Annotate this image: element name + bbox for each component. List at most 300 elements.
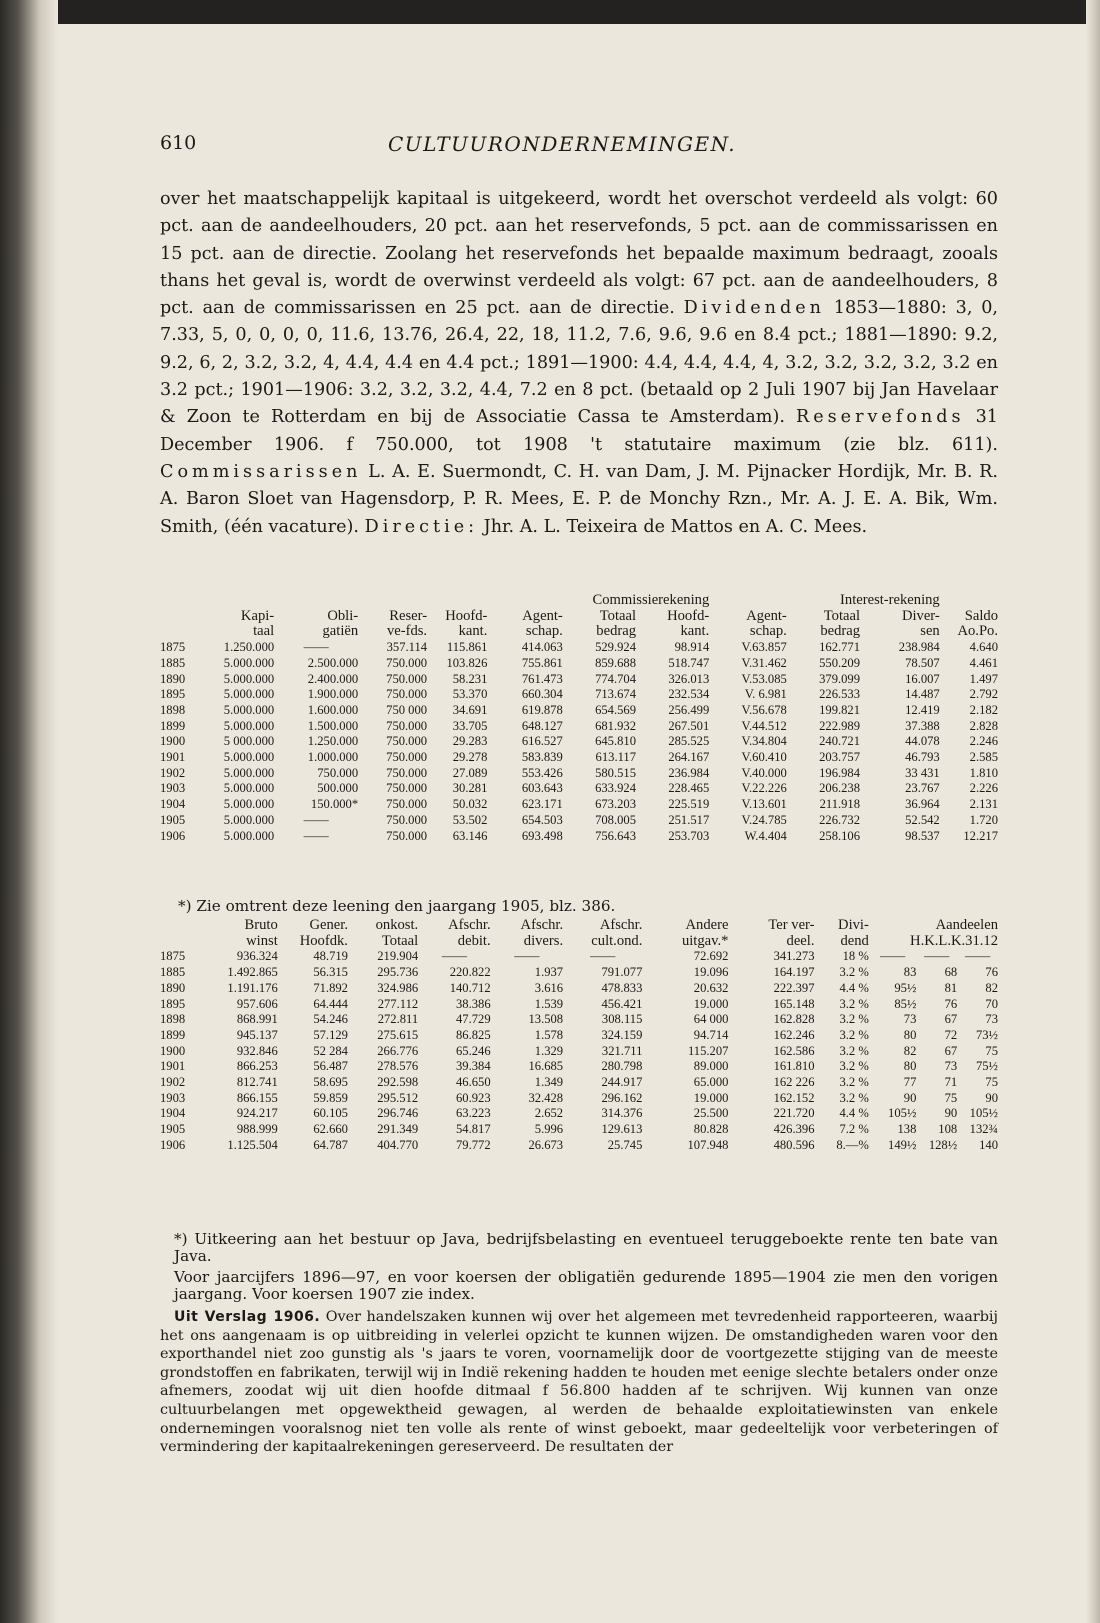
table2-cell: 73 [903,1012,917,1027]
table1-header-cell: kant. [680,623,710,640]
table2-cell: 57.129 [313,1027,348,1042]
table1-cell: 44.078 [905,734,940,749]
table2-cell: 39.384 [456,1059,491,1074]
table1-header-cell: Saldo [964,607,998,624]
table2-cell: 67 [944,1012,958,1027]
table1-cell: 103.826 [446,655,488,670]
table2-header-cell: Hoofdk. [299,932,348,949]
table1-cell: 36.964 [905,797,940,812]
table1-cell: 5.000.000 [223,671,275,686]
table1-cell: 583.839 [521,750,563,765]
table2-cell: 72.692 [693,949,729,964]
table2-cell: 82 [903,1043,917,1058]
table2-cell: 4.4 % [839,1106,869,1121]
table1-group-header: Commissierekening [592,592,710,608]
table1-header-cell: Totaal [823,607,861,624]
para-text-a: over het maatschappelijk kapitaal is uitgekeerd, wordt het overschot verdeeld als volgt: 60 pct. aan de aandeelhouders, 20 pct. aan het reservefonds, 5 pct. aan de commissarissen en 15 pct. aan de directie. Zoolang het reservefonds het bepaalde maximum bedraagt, zooals thans het geval is, wordt de overwinst verdeeld als volgt: 67 pct. aan de aandeelhouders, 8 pct. aan de commissarissen en 25 pct. aan de directie. [160,189,998,319]
table2-cell: 140 [979,1137,998,1152]
keyword-reservefonds: Reservefonds [795,407,965,428]
table1-row [160,703,998,719]
table1-cell: 750 000 [386,702,428,717]
table2-cell: 52 284 [313,1043,348,1058]
table2-cell: 70 [985,996,998,1011]
verslag-text: Over handelszaken kunnen wij over het algemeen met tevredenheid rapporteeren, waarbij het ons aangenaam is op uitbreiding in velerlei opzicht te kunnen wijzen. De omstandigheden waren voor den exporthandel niet zoo gunstig als 's jaars te voren, voornamelijk door de voortgezette stijging van de meeste grondstoffen en fabrikaten, terwijl wij in Indië rekening hadden te houden met eenige slechte betalers onder onze afnemers, zoodat wij uit dien hoofde ditmaal f 56.800 hadden af te schrijven. Wij kunnen van onze cultuurbelangen met opgewektheid gewagen, al werden de behaalde exploitatiewinsten van enkele ondernemingen vooralsnog niet ten volle als rente of winst geboekt, maar gedeeltelijk voor verbeteringen of vermindering der kapitaalrekeningen gereserveerd. De resultaten der [160,1309,998,1456]
table2-cell: 1.578 [534,1027,564,1042]
table1-cell: 98.537 [905,828,940,843]
table2-header-row [160,934,998,950]
table2-cell: 94.714 [693,1027,729,1042]
table2-cell: 868.991 [236,1012,278,1027]
table2-cell: 3.2 % [839,1090,869,1105]
table2-cell: 1.329 [534,1043,564,1058]
table1-cell: V.44.512 [741,718,787,733]
note-jaarcijfers: Voor jaarcijfers 1896—97, en voor koersen der obligatiën gedurende 1895—1904 zie men den vorigen jaargang. Voor koersen 1907 zie index. [174,1268,998,1303]
table2-row [160,965,998,981]
table1-cell: 619.878 [521,702,563,717]
table2-cell: 277.112 [377,996,419,1011]
table1-cell: V.53.085 [741,671,787,686]
table1-cell: 553.426 [521,765,563,780]
table1-row [160,829,998,845]
table1-cell: 199.821 [819,702,861,717]
table1-cell: 203.757 [819,750,861,765]
table1-cell: 693.498 [521,828,563,843]
table2-header-cell: Ter ver- [768,917,815,933]
table1-cell: 14.487 [905,687,940,702]
table1-cell: 98.914 [674,640,710,655]
table2-cell: 54.817 [456,1122,491,1137]
table1-cell: 623.171 [521,797,563,812]
table2-cell: 73½ [975,1027,998,1042]
table2-cell: 308.115 [601,1012,643,1027]
table1-cell: 2.792 [969,687,998,702]
table1-year-cell: 1885 [160,655,186,670]
table1-cell: 580.515 [595,765,637,780]
table2-cell: 140.712 [449,980,491,995]
table1-cell: 37.388 [905,718,940,733]
table2-cell: 321.711 [601,1043,643,1058]
table2-cell: 924.217 [236,1106,278,1121]
table1-cell: 750.000 [386,828,428,843]
table1-header-row [160,624,998,640]
table2-cell: 115.207 [687,1043,729,1058]
table2-row [160,1138,998,1154]
table1-cell: 5 000.000 [223,734,275,749]
table1-cell: 12.419 [905,702,940,717]
table2-header-cell: Afschr. [448,917,491,933]
table2-cell: 341.273 [773,949,815,964]
table2-year-cell: 1903 [160,1090,186,1105]
table2-cell: 3.2 % [839,1075,869,1090]
table1-cell: 258.106 [819,828,861,843]
table2-row [160,949,998,965]
scan-right-edge [1086,0,1100,1623]
table2-cell: 75½ [975,1059,998,1074]
table1-cell: 33.705 [452,718,488,733]
table2-header-row [160,918,998,934]
table2-cell: 56.487 [313,1059,348,1074]
table1-cell: 251.517 [668,812,710,827]
table2-cell: 478.833 [601,980,643,995]
table1-header-cell: Diver- [901,607,940,624]
table2-cell: 149½ [888,1137,917,1152]
table1-cell: 550.209 [819,655,861,670]
table1-cell: 236.984 [668,765,710,780]
table2-cell: 866.155 [236,1090,278,1105]
table1-cell: 2.828 [969,718,998,733]
table2-cell: 64.444 [313,996,348,1011]
page-number: 610 [160,132,197,154]
table1-cell: 2.500.000 [307,655,359,670]
table2-cell: 138 [897,1122,917,1137]
table2-cell: 295.512 [377,1090,419,1105]
table1-row [160,687,998,703]
table1-cell: V.22.226 [741,781,787,796]
table1-cell: 681.932 [595,718,637,733]
table2-header-cell: H.K.L.K.31.12 [910,932,998,949]
table2-cell: —— [964,949,991,964]
table2-cell: 73 [985,1012,998,1027]
table1-row [160,797,998,813]
table1-cell: V.24.785 [741,812,787,827]
table1-cell: 2.226 [969,781,998,796]
table1-cell: 115.861 [446,640,488,655]
table2-cell: 161.810 [773,1059,815,1074]
table1-cell: 1.900.000 [307,687,359,702]
table1-cell: V.34.804 [741,734,787,749]
table1-cell: 78.507 [905,655,940,670]
table2-cell: 3.2 % [839,965,869,980]
table1-cell: 750.000 [386,734,428,749]
table2-cell: 77 [903,1075,917,1090]
table2-cell: 988.999 [236,1122,278,1137]
table1-header-cell: gatiën [322,623,359,640]
table2-cell: 292.598 [377,1075,419,1090]
para-text-d: L. A. E. Suermondt, C. H. van Dam, J. M. Pijnacker Hordijk, Mr. B. R. A. Baron Sloet van Hagensdorp, P. R. Mees, E. P. de Monchy Rzn., Mr. A. J. E. A. Bik, Wm. Smith, (één vacature). [160,461,999,537]
table1-cell: 518.747 [668,655,710,670]
table1-cell: 713.674 [595,687,637,702]
table2-cell: 79.772 [456,1137,491,1152]
table2-header-cell: Divi- [838,917,869,933]
table1-year-cell: 1906 [160,828,186,843]
table1-header-cell: sen [920,623,940,640]
table2-cell: 278.576 [377,1059,419,1074]
table2-header-cell: Afschr. [599,917,643,933]
table2-cell: 86.825 [456,1027,491,1042]
table1-cell: 206.238 [819,781,861,796]
table1-header-cell: schap. [525,623,563,640]
table2-cell: —— [880,949,906,964]
table1-cell: 379.099 [819,671,861,686]
table2-row [160,1012,998,1028]
table1-year-cell: 1898 [160,702,186,717]
table1-group-header: Interest-rekening [840,592,940,608]
table1-cell: 150.000* [310,797,359,812]
table2-cell: 295.736 [377,965,419,980]
table1-cell: 16.007 [905,671,940,686]
table1-header-cell: Agent- [522,607,563,624]
table1-cell: 2.400.000 [307,671,359,686]
table2-cell: 275.615 [377,1027,419,1042]
table1-cell: —— [303,640,329,655]
table1-cell: 755.861 [521,655,563,670]
table2-cell: 162.828 [773,1012,815,1027]
table2-year-cell: 1890 [160,980,186,995]
table2-cell: 75 [985,1043,998,1058]
table2-cell: 76 [985,965,998,980]
scan-binding-shadow [0,0,40,1623]
table1-cell: 750.000 [386,797,428,812]
table1-header-cell: Hoofd- [667,607,710,624]
table2-cell: 945.137 [236,1027,278,1042]
table2-cell: 296.746 [377,1106,419,1121]
table1-cell: 2.131 [969,797,998,812]
table2-cell: 20.632 [693,980,729,995]
table2-cell: 7.2 % [839,1122,869,1137]
table2-header-cell: Afschr. [520,917,564,933]
table2-cell: 13.508 [528,1012,564,1027]
table2-cell: 80.828 [693,1122,729,1137]
table1-header-cell: Hoofd- [445,607,488,624]
table2-cell: 221.720 [773,1106,815,1121]
table2-cell: 812.741 [236,1075,278,1090]
table1-cell: 2.246 [969,734,998,749]
table2-cell: 81 [944,980,958,995]
table2-cell: 32.428 [528,1090,564,1105]
table1-cell: 708.005 [595,812,637,827]
table2-cell: 65.000 [693,1075,729,1090]
table1-cell: 211.918 [819,797,861,812]
table2-cell: 4.4 % [839,980,869,995]
table2-cell: 68 [944,965,958,980]
table2-cell: 63.223 [456,1106,491,1121]
table2-row [160,1106,998,1122]
table2-cell: 3.2 % [839,996,869,1011]
table2-cell: 3.616 [534,980,564,995]
table1-cell: 5.000.000 [223,718,275,733]
table2-row [160,1075,998,1091]
table1-cell: 5.000.000 [223,655,275,670]
table1-cell: —— [303,812,329,827]
table2-cell: 19.000 [693,996,729,1011]
table1-cell: 256.499 [668,702,710,717]
table2-row [160,1059,998,1075]
table1-cell: 529.924 [595,640,637,655]
table1-cell: 500.000 [317,781,359,796]
table2-cell: 280.798 [601,1059,643,1074]
table2-cell: 266.776 [377,1043,419,1058]
table1-cell: 654.503 [521,812,563,827]
table2-cell: 80 [903,1027,917,1042]
table1-cell: 12.217 [963,828,998,843]
table2-cell: 220.822 [449,965,491,980]
table1-cell: 859.688 [595,655,637,670]
table1-row [160,640,998,656]
table1-year-cell: 1890 [160,671,186,686]
table2-cell: 3.2 % [839,1059,869,1074]
table2-cell: 1.492.865 [227,965,278,980]
table1-cell: 2.182 [969,702,998,717]
table1-header-cell: kant. [458,623,488,640]
table1-row [160,766,998,782]
table2-cell: 162.246 [773,1027,815,1042]
table1-year-cell: 1900 [160,734,186,749]
company-description-paragraph [160,186,998,541]
table1-cell: 750.000 [317,765,359,780]
table2-year-cell: 1885 [160,965,186,980]
table2-cell: 244.917 [601,1075,643,1090]
table2-cell: 162 226 [773,1075,815,1090]
table2-cell: 932.846 [236,1043,278,1058]
table1-cell: 750.000 [386,750,428,765]
table1-row [160,813,998,829]
table1-row [160,750,998,766]
table1-cell: 414.063 [521,640,563,655]
table2-cell: —— [514,949,540,964]
table2-cell: 48.719 [313,949,348,964]
table1-cell: 267.501 [668,718,710,733]
table2-header-cell: dend [840,932,869,949]
table2-cell: 105½ [969,1106,998,1121]
table2-cell: 60.923 [456,1090,491,1105]
table1-cell: 750.000 [386,781,428,796]
table1-cell: 774.704 [595,671,637,686]
table1-cell: V.40.000 [741,765,787,780]
table2-header-cell: Gener. [309,917,348,933]
table1-year-cell: 1905 [160,812,186,827]
table2-cell: 89.000 [693,1059,729,1074]
table2-year-cell: 1900 [160,1043,186,1058]
table1-cell: V. 6.981 [744,687,787,702]
table2-header-cell: Aandeelen [935,917,998,933]
verslag-paragraph [160,1308,998,1457]
table1-header-cell: taal [253,623,275,640]
table2-row [160,981,998,997]
table2-cell: 480.596 [773,1137,815,1152]
table2-cell: 791.077 [601,965,643,980]
table2-cell: 71 [944,1075,958,1090]
table2-cell: 162.586 [773,1043,815,1058]
table1-cell: 660.304 [521,687,563,702]
table2-row [160,1122,998,1138]
table1-header-cell: bedrag [820,623,861,640]
table1-cell: 285.525 [668,734,710,749]
table2-cell: 107.948 [687,1137,729,1152]
table1-cell: 357.114 [386,640,428,655]
table1-cell: 50.032 [452,797,488,812]
table2-cell: 272.811 [377,1012,419,1027]
table2-cell: 296.162 [601,1090,643,1105]
table1-cell: 673.203 [595,797,637,812]
table2-year-cell: 1902 [160,1075,186,1090]
keyword-directie: Directie: [364,516,479,537]
table1-cell: V.56.678 [741,702,787,717]
table1-header-cell: Reser- [389,607,428,624]
table2-cell: 1.125.504 [227,1137,278,1152]
table1-year-cell: 1899 [160,718,186,733]
table1-header-cell: bedrag [596,623,637,640]
table1-cell: 1.500.000 [307,718,359,733]
table2-year-cell: 1895 [160,996,186,1011]
table2-cell: 426.396 [773,1122,815,1137]
table1-header-row [160,609,998,625]
table1-cell: 5.000.000 [223,828,275,843]
table2-cell: 80 [903,1059,917,1074]
table2-cell: 324.986 [377,980,419,995]
table1-header-cell: Ao.Po. [957,623,998,640]
table1-cell: 1.497 [969,671,998,686]
table1-cell: 238.984 [898,640,940,655]
table1-cell: 253.703 [668,828,710,843]
table1-year-cell: 1895 [160,687,186,702]
table2-cell: 866.253 [236,1059,278,1074]
table2-cell: —— [441,949,467,964]
verslag-heading: Uit Verslag 1906. [174,1309,321,1325]
table1-cell: 4.461 [969,655,998,670]
table2-year-cell: 1899 [160,1027,186,1042]
table1-header-cell: schap. [749,623,787,640]
table2-cell: 25.500 [693,1106,729,1121]
table2-cell: 1.191.176 [227,980,278,995]
table2-row [160,1028,998,1044]
table1-cell: 30.281 [452,781,488,796]
table2-header-cell: winst [246,932,278,949]
table1-header-cell: Totaal [599,607,637,624]
table2-header-cell: deel. [786,932,815,949]
table1-cell: 232.534 [668,687,710,702]
table1-cell: 23.767 [905,781,940,796]
table2-row [160,1091,998,1107]
table2-year-cell: 1898 [160,1012,186,1027]
table2-cell: 164.197 [773,965,815,980]
table1-header-cell: Obli- [327,607,359,624]
capital-table [160,593,998,844]
table1-cell: 1.250.000 [223,640,275,655]
table1-header-cell: Kapi- [240,607,275,624]
table2-header-cell: cult.ond. [591,932,643,949]
table2-cell: 3.2 % [839,1043,869,1058]
table2-header-cell: divers. [523,932,564,949]
table2-cell: 83 [903,965,917,980]
table2-cell: 26.673 [528,1137,564,1152]
table2-year-cell: 1905 [160,1122,186,1137]
table2-header-cell: Andere [685,917,729,933]
table1-cell: 240.721 [819,734,861,749]
table1-group-header-row [160,593,998,609]
table1-cell: 1.600.000 [307,702,359,717]
table1-cell: 1.000.000 [307,750,359,765]
table2-cell: 219.904 [377,949,419,964]
table1-year-cell: 1902 [160,765,186,780]
table1-cell: 750.000 [386,671,428,686]
table2-year-cell: 1901 [160,1059,186,1074]
para-text-b: 1853—1880: 3, 0, 7.33, 5, 0, 0, 0, 0, 11.6, 13.76, 26.4, 22, 18, 11.2, 7.6, 9.6, 9.6 en 8.4 pct.; 1881—1890: 9.2, 9.2, 6, 2, 3.2, 3.2, 4, 4.4, 4.4 en 4.4 pct.; 1891—1900: 4.4, 4.4, 4.4, 4, 3.2, 3.2, 3.2, 3.2, 3.2 en 3.2 pct.; 1901—1906: 3.2, 3.2, 3.2, 4.4, 7.2 en 8 pct. (betaald op 2 Juli 1907 bij Jan Havelaar & Zoon te Rotterdam en bij de Associatie Cassa te Amsterdam). [160,298,998,428]
table1-cell: 29.283 [452,734,488,749]
table2-cell: 18 % [842,949,869,964]
table1-cell: 633.924 [595,781,637,796]
table2-cell: 72 [944,1027,958,1042]
table1-cell: V.60.410 [741,750,787,765]
table1-row [160,672,998,688]
table1-cell: 34.691 [452,702,488,717]
table1-cell: 1.720 [969,812,998,827]
table1-cell: 27.089 [452,765,488,780]
footnote-leening: *) Zie omtrent deze leening den jaargang 1905, blz. 386. [178,897,616,915]
table1-cell: 264.167 [668,750,710,765]
table1-cell: 750.000 [386,718,428,733]
table2-cell: 456.421 [601,996,643,1011]
table2-cell: 56.315 [313,965,348,980]
